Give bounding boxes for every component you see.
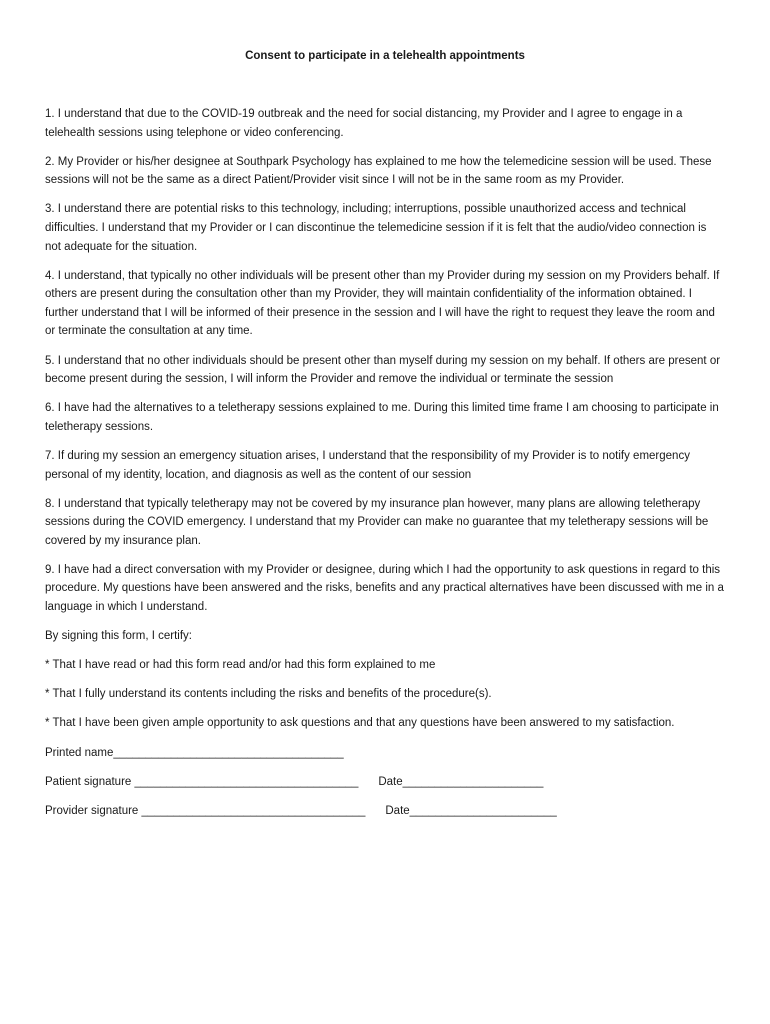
paragraph-2: 2. My Provider or his/her designee at Southpark Psychology has explained to me how the telemedicine session will be used. These sessions will not be the same as a direct Patient/Provider visit since I will not be in the same room as my Provider. [45,155,712,187]
patient-signature-line [45,773,725,792]
signature-block [45,744,725,821]
printed-name-line [45,744,725,763]
paragraph-7: 7. If during my session an emergency situation arises, I understand that the responsibility of my Provider is to notify emergency personal of my identity, location, and diagnosis as well as the content of our session [45,449,690,481]
paragraph-4: 4. I understand, that typically no other individuals will be present other than my Provider during my session on my Providers behalf. If others are present during the consultation other than my Provider, they will maintain confidentiality of the information obtained. I further understand that I will be informed of their presence in the session and I will have the right to request they leave the room and or terminate the consultation at any time. [45,269,720,338]
certify-item-2: * That I fully understand its contents including the risks and benefits of the procedure(s). [45,688,492,701]
provider-signature-line [45,802,725,821]
document-body [45,105,725,831]
certify-item-1: * That I have read or had this form read and/or had this form explained to me [45,659,436,672]
paragraph-3: 3. I understand there are potential risks to this technology, including; interruptions, possible unauthorized access and technical difficulties. I understand that my Provider or I can discontinue the telemedicine session if it is felt that the audio/video connection is not adequate for the situation. [45,203,707,253]
paragraph-6: 6. I have had the alternatives to a teletherapy sessions explained to me. During this limited time frame I am choosing to participate in teletherapy sessions. [45,402,719,433]
patient-date-field[interactable]: Date______________________ [378,775,544,788]
paragraph-1: 1. I understand that due to the COVID-19 outbreak and the need for social distancing, my Provider and I agree to engage in a telehealth sessions using telephone or video conferencing. [45,108,683,139]
provider-date-field[interactable]: Date_______________________ [385,804,557,817]
document-title: Consent to participate in a telehealth appointments [245,50,525,62]
paragraph-5: 5. I understand that no other individuals should be present other than myself during my session on my behalf. If others are present or become present during the session, I will inform the Provider and remove the individual or terminate the session [45,354,721,386]
printed-name-field[interactable]: Printed name____________________________________ [45,746,344,759]
provider-signature-field[interactable]: Provider signature ___________________________________ [45,804,366,817]
paragraph-9: 9. I have had a direct conversation with my Provider or designee, during which I had the opportunity to ask questions in regard to this procedure. My questions have been answered and the risks, benefits and any practical alternatives have been discussed with me in a language in which I understand. [45,563,724,614]
patient-signature-field[interactable]: Patient signature ___________________________________ [45,775,359,788]
paragraph-8: 8. I understand that typically teletherapy may not be covered by my insurance plan however, many plans are allowing teletherapy sessions during the COVID emergency. I understand that my Provider can make no guarantee that my teletherapy sessions will be covered by my insurance plan. [45,497,709,547]
certify-item-3: * That I have been given ample opportunity to ask questions and that any questions have been answered to my satisfaction. [45,717,675,730]
certify-heading: By signing this form, I certify: [45,630,192,643]
